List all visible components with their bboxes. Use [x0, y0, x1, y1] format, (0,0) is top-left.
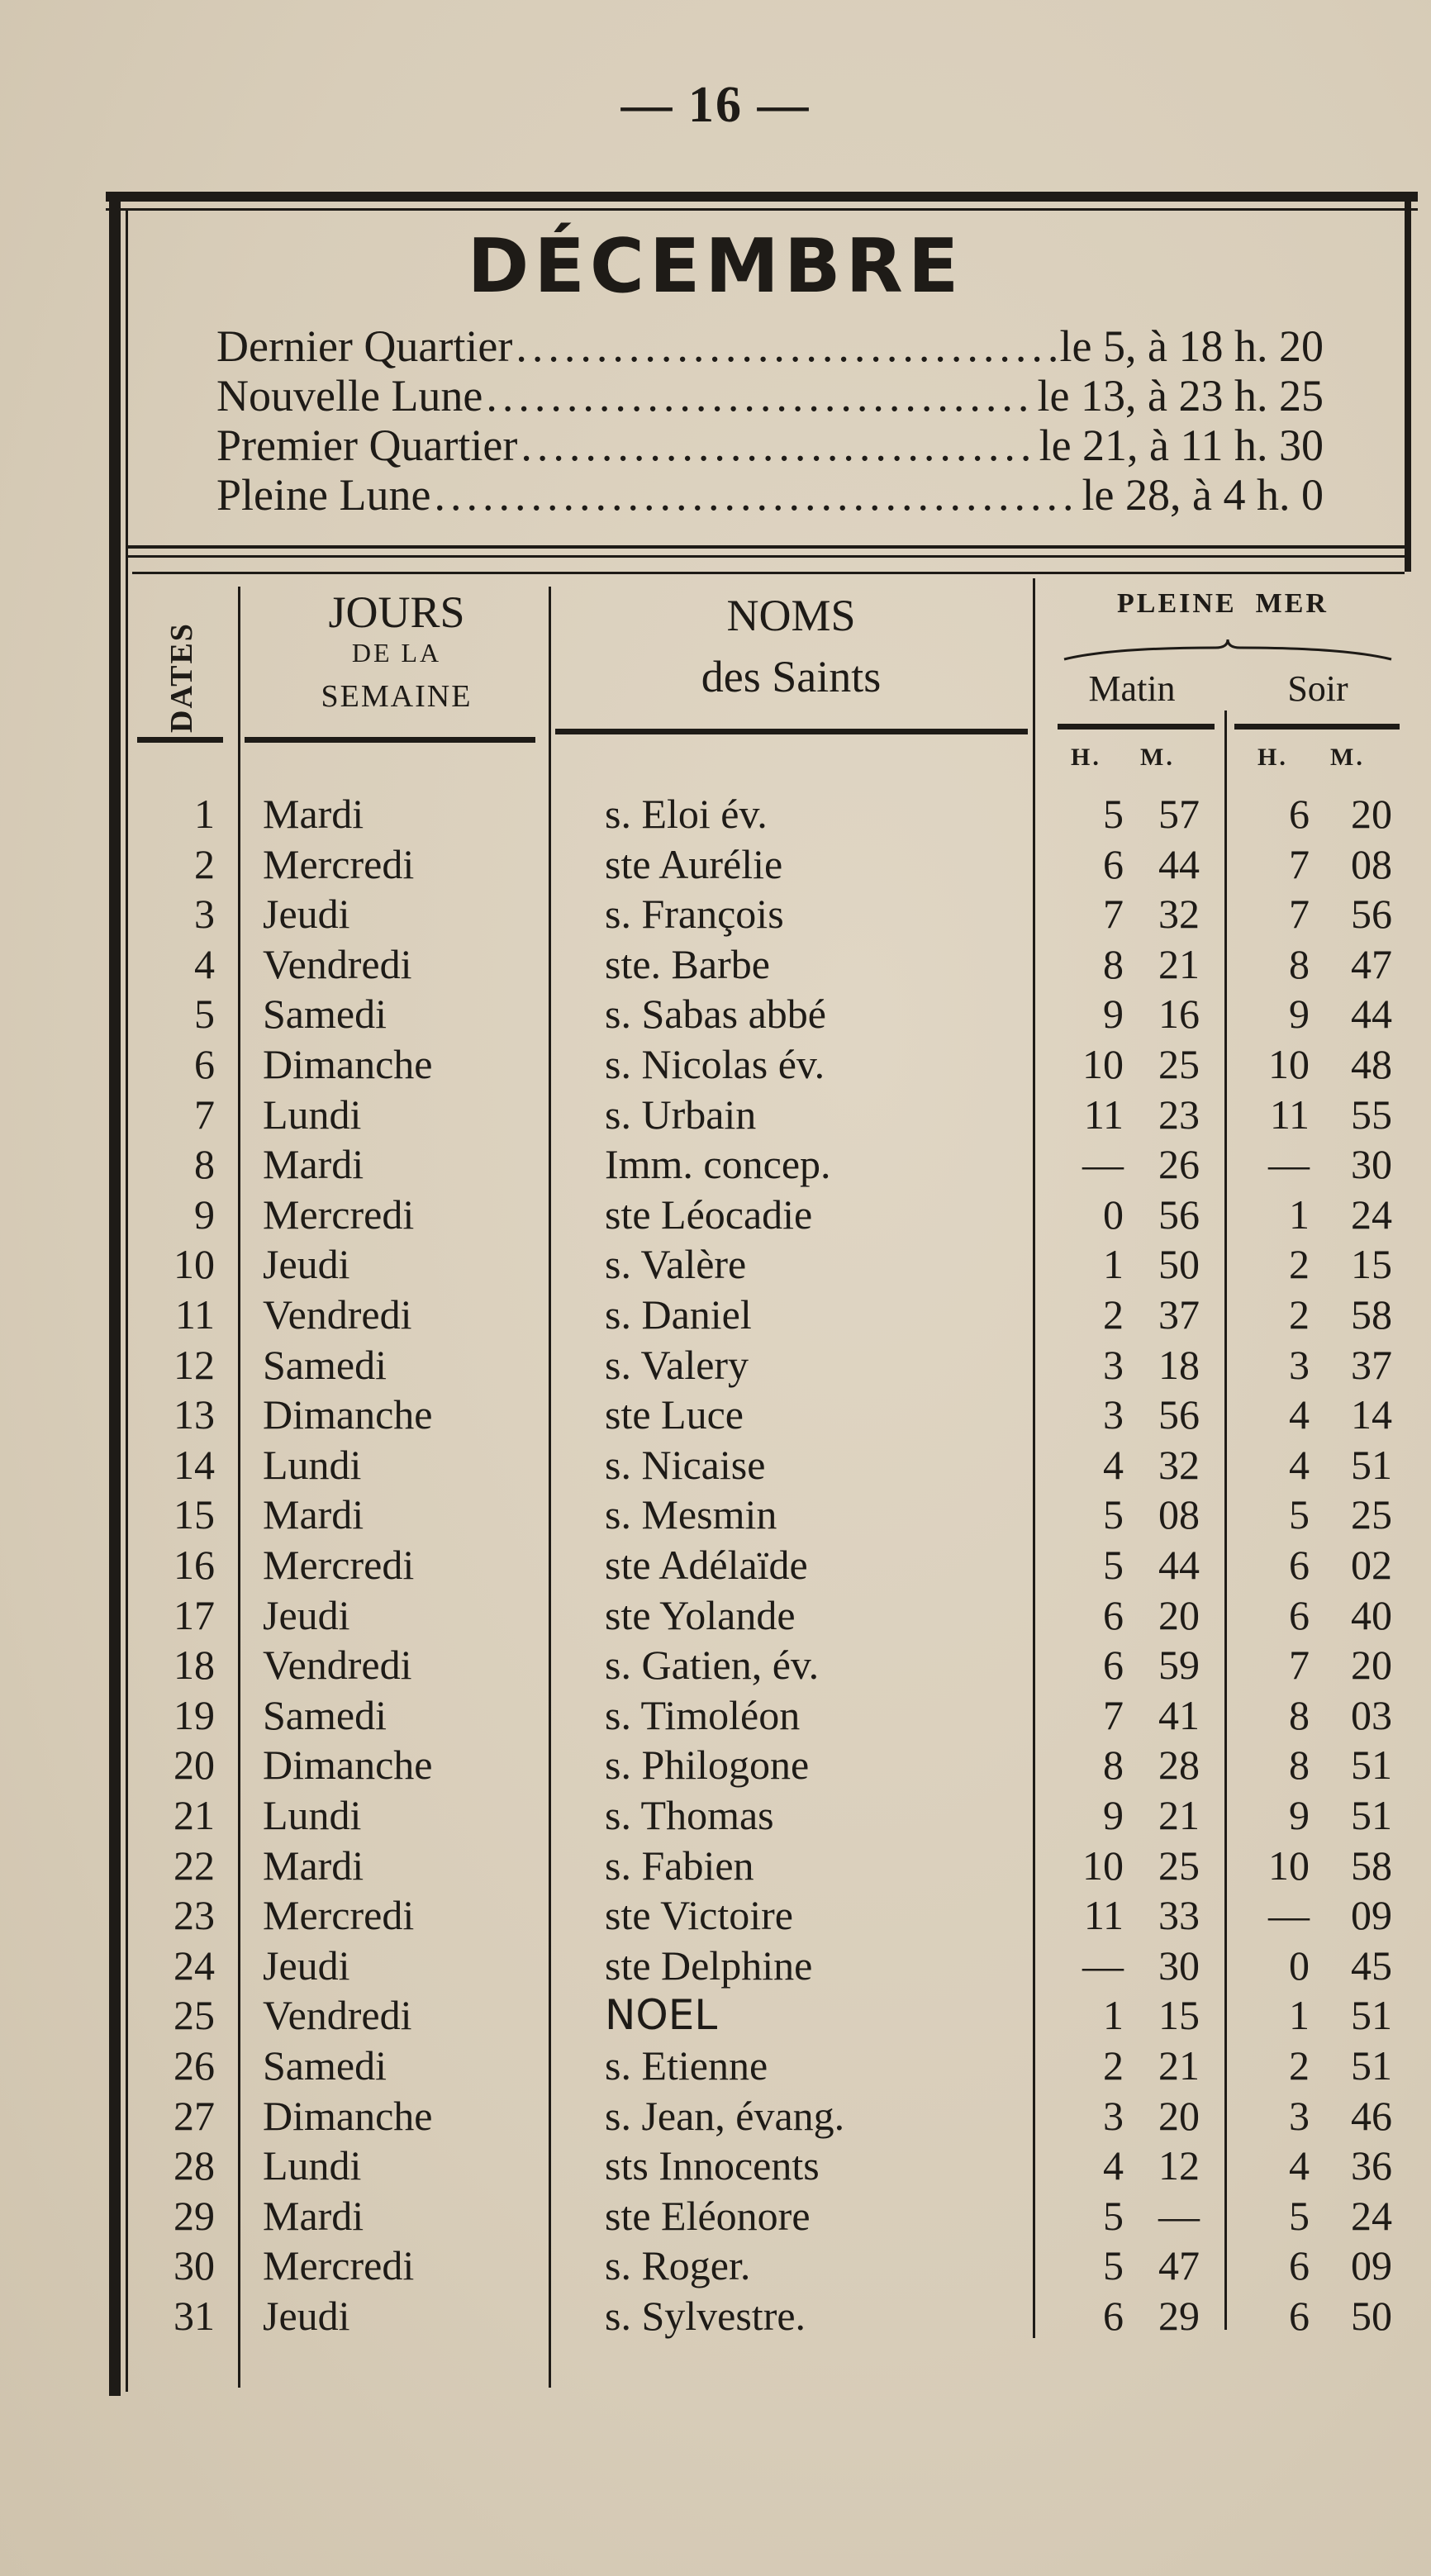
evening-tide-minute: 56	[1351, 891, 1392, 938]
evening-tide-minute: 51	[1351, 1992, 1392, 2039]
header-pleine-mer: PLEINE MER	[1117, 588, 1329, 619]
header-matin: Matin	[1088, 668, 1176, 709]
evening-tide-minute: 47	[1351, 940, 1392, 987]
morning-tide-minute: 26	[1158, 1141, 1200, 1188]
evening-tide-minute: 46	[1351, 2092, 1392, 2139]
dot-leader	[516, 321, 1056, 372]
morning-tide-minute: 33	[1158, 1892, 1200, 1939]
morning-tide-minute: —	[1158, 2192, 1200, 2239]
weekday-cell: Mardi	[263, 1491, 364, 1538]
evening-tide-hour: 2	[1289, 1241, 1310, 1288]
morning-tide-minute: 32	[1158, 891, 1200, 938]
evening-tide-minute: 14	[1351, 1391, 1392, 1438]
evening-tide-minute: 58	[1351, 1842, 1392, 1889]
moon-phase-date: le 21, à 11 h. 30	[1039, 421, 1324, 470]
evening-tide-minute: 51	[1351, 1441, 1392, 1488]
weekday-cell: Mercredi	[263, 840, 415, 887]
morning-tide-minute: 37	[1158, 1291, 1200, 1338]
evening-tide-hour: 9	[1289, 991, 1310, 1038]
table-row	[0, 1890, 1431, 1940]
saint-cell: ste Léocadie	[605, 1191, 813, 1238]
morning-tide-hour: —	[1082, 1141, 1124, 1188]
morning-tide-minute: 56	[1158, 1191, 1200, 1238]
weekday-cell: Jeudi	[263, 1241, 350, 1288]
evening-tide-minute: 55	[1351, 1091, 1392, 1138]
moon-phase-row	[216, 420, 1324, 470]
header-soir: Soir	[1287, 668, 1348, 709]
evening-tide-hour: 8	[1289, 1742, 1310, 1789]
morning-tide-minute: 50	[1158, 1241, 1200, 1288]
evening-tide-hour: 5	[1289, 1491, 1310, 1538]
morning-tide-hour: 5	[1103, 1542, 1124, 1588]
morning-tide-hour: 0	[1103, 1191, 1124, 1238]
evening-tide-hour: 0	[1289, 1942, 1310, 1989]
morning-tide-hour: 2	[1103, 1291, 1124, 1338]
morning-tide-minute: 41	[1158, 1691, 1200, 1738]
morning-tide-hour: 8	[1103, 1742, 1124, 1789]
morning-tide-hour: —	[1082, 1942, 1124, 1989]
weekday-cell: Dimanche	[263, 1391, 433, 1438]
saint-cell: sts Innocents	[605, 2142, 820, 2189]
morning-tide-hour: 6	[1103, 1642, 1124, 1689]
header-hours-matin: H.	[1071, 744, 1101, 771]
weekday-cell: Lundi	[263, 1792, 362, 1838]
evening-tide-hour: 4	[1289, 1441, 1310, 1488]
evening-tide-minute: 48	[1351, 1041, 1392, 1087]
date-cell: 5	[194, 991, 215, 1038]
dot-leader	[521, 420, 1035, 471]
morning-tide-hour: 8	[1103, 940, 1124, 987]
date-cell: 10	[174, 1241, 215, 1288]
morning-tide-hour: 10	[1082, 1041, 1124, 1087]
evening-tide-minute: 02	[1351, 1542, 1392, 1588]
saint-cell: s. Nicaise	[605, 1441, 766, 1488]
evening-tide-minute: 20	[1351, 791, 1392, 837]
page-number: — 16 —	[620, 77, 811, 133]
header-noms-sub: des Saints	[701, 652, 882, 701]
date-cell: 20	[174, 1742, 215, 1789]
evening-tide-minute: 50	[1351, 2293, 1392, 2339]
saint-cell: s. Eloi év.	[605, 791, 768, 837]
morning-tide-minute: 28	[1158, 1742, 1200, 1789]
date-cell: 11	[174, 1291, 215, 1338]
moon-phase-name: Dernier Quartier	[216, 321, 513, 371]
weekday-cell: Mercredi	[263, 1892, 415, 1939]
date-cell: 15	[174, 1491, 215, 1538]
moon-phase-row	[216, 370, 1324, 421]
date-cell: 1	[194, 791, 215, 837]
table-row	[0, 2291, 1431, 2341]
saint-cell: s. Mesmin	[605, 1491, 777, 1538]
evening-tide-hour: 6	[1289, 791, 1310, 837]
evening-tide-minute: 03	[1351, 1691, 1392, 1738]
weekday-cell: Mardi	[263, 2192, 364, 2239]
header-minutes-soir: M.	[1330, 744, 1365, 771]
header-underline	[1234, 724, 1400, 730]
table-row	[0, 1841, 1431, 1890]
evening-tide-minute: 51	[1351, 1742, 1392, 1789]
saint-cell: s. Roger.	[605, 2242, 751, 2289]
table-row	[0, 1039, 1431, 1089]
evening-tide-hour: 7	[1289, 840, 1310, 887]
evening-tide-hour: 2	[1289, 1291, 1310, 1338]
table-row	[0, 939, 1431, 989]
dot-leader	[486, 370, 1034, 421]
date-cell: 2	[194, 840, 215, 887]
morning-tide-minute: 47	[1158, 2242, 1200, 2289]
dot-leader	[434, 469, 1078, 520]
morning-tide-hour: 1	[1103, 1241, 1124, 1288]
saint-cell: Imm. concep.	[605, 1141, 831, 1188]
evening-tide-minute: 40	[1351, 1591, 1392, 1638]
header-noms: NOMS	[726, 591, 856, 640]
table-row	[0, 1990, 1431, 2040]
saint-cell: s. Valère	[605, 1241, 747, 1288]
evening-tide-minute: 58	[1351, 1291, 1392, 1338]
morning-tide-hour: 6	[1103, 840, 1124, 887]
table-row	[0, 839, 1431, 889]
evening-tide-hour: 10	[1268, 1041, 1310, 1087]
morning-tide-hour: 10	[1082, 1842, 1124, 1889]
weekday-cell: Vendredi	[263, 1642, 412, 1689]
saint-cell: s. François	[605, 891, 784, 938]
morning-tide-hour: 7	[1103, 1691, 1124, 1738]
date-cell: 6	[194, 1041, 215, 1087]
weekday-cell: Samedi	[263, 2042, 387, 2089]
weekday-cell: Dimanche	[263, 2092, 433, 2139]
saint-cell: s. Sabas abbé	[605, 991, 826, 1038]
saint-cell: ste Luce	[605, 1391, 744, 1438]
evening-tide-minute: 09	[1351, 2242, 1392, 2289]
table-row	[0, 989, 1431, 1038]
weekday-cell: Dimanche	[263, 1041, 433, 1087]
table-row	[0, 2041, 1431, 2090]
morning-tide-hour: 5	[1103, 791, 1124, 837]
date-cell: 25	[174, 1992, 215, 2039]
evening-tide-minute: 51	[1351, 1792, 1392, 1838]
header-minutes-matin: M.	[1140, 744, 1175, 771]
saint-cell: ste Aurélie	[605, 840, 783, 887]
evening-tide-minute: 25	[1351, 1491, 1392, 1538]
morning-tide-hour: 2	[1103, 2042, 1124, 2089]
morning-tide-hour: 9	[1103, 991, 1124, 1038]
evening-tide-minute: 36	[1351, 2142, 1392, 2189]
weekday-cell: Samedi	[263, 991, 387, 1038]
morning-tide-hour: 5	[1103, 2242, 1124, 2289]
saint-cell: s. Sylvestre.	[605, 2293, 806, 2339]
date-cell: 8	[194, 1141, 215, 1188]
table-top-rule	[132, 572, 1405, 574]
date-cell: 13	[174, 1391, 215, 1438]
header-jours-sub: SEMAINE	[321, 679, 473, 714]
saint-cell: ste Eléonore	[605, 2192, 811, 2239]
date-cell: 27	[174, 2092, 215, 2139]
weekday-cell: Mercredi	[263, 1542, 415, 1588]
month-title: DÉCEMBRE	[467, 223, 964, 310]
weekday-cell: Mardi	[263, 1141, 364, 1188]
evening-tide-hour: 4	[1289, 2142, 1310, 2189]
frame-top-rule	[106, 192, 1418, 202]
table-row	[0, 1139, 1431, 1189]
evening-tide-minute: 24	[1351, 2192, 1392, 2239]
section-divider	[126, 545, 1406, 549]
evening-tide-minute: 30	[1351, 1141, 1392, 1188]
table-row	[0, 1390, 1431, 1439]
date-cell: 24	[174, 1942, 215, 1989]
morning-tide-minute: 08	[1158, 1491, 1200, 1538]
table-row	[0, 2141, 1431, 2190]
moon-phase-row	[216, 321, 1324, 371]
morning-tide-minute: 18	[1158, 1341, 1200, 1388]
weekday-cell: Samedi	[263, 1341, 387, 1388]
table-row	[0, 1340, 1431, 1390]
evening-tide-hour: 7	[1289, 891, 1310, 938]
saint-cell: ste Adélaïde	[605, 1542, 808, 1588]
evening-tide-minute: 37	[1351, 1341, 1392, 1388]
table-row	[0, 1490, 1431, 1539]
section-divider	[126, 555, 1406, 558]
morning-tide-minute: 21	[1158, 1792, 1200, 1838]
date-cell: 4	[194, 940, 215, 987]
evening-tide-minute: 08	[1351, 840, 1392, 887]
saint-cell: s. Thomas	[605, 1792, 774, 1838]
header-underline	[1058, 724, 1215, 730]
morning-tide-minute: 20	[1158, 2092, 1200, 2139]
morning-tide-hour: 3	[1103, 1391, 1124, 1438]
evening-tide-hour: 1	[1289, 1191, 1310, 1238]
evening-tide-minute: 09	[1351, 1892, 1392, 1939]
morning-tide-minute: 12	[1158, 2142, 1200, 2189]
weekday-cell: Jeudi	[263, 891, 350, 938]
table-row	[0, 2191, 1431, 2241]
table-row	[0, 1540, 1431, 1590]
morning-tide-minute: 25	[1158, 1041, 1200, 1087]
brace-ornament	[1063, 638, 1393, 663]
evening-tide-minute: 20	[1351, 1642, 1392, 1689]
date-cell: 28	[174, 2142, 215, 2189]
morning-tide-minute: 30	[1158, 1942, 1200, 1989]
header-hours-soir: H.	[1257, 744, 1288, 771]
saint-cell: ste. Barbe	[605, 940, 770, 987]
evening-tide-hour: 8	[1289, 1691, 1310, 1738]
weekday-cell: Vendredi	[263, 1992, 412, 2039]
weekday-cell: Vendredi	[263, 1291, 412, 1338]
evening-tide-hour: 8	[1289, 940, 1310, 987]
date-cell: 30	[174, 2242, 215, 2289]
saint-cell: s. Nicolas év.	[605, 1041, 825, 1087]
morning-tide-minute: 21	[1158, 940, 1200, 987]
moon-phase-date: le 28, à 4 h. 0	[1082, 470, 1324, 520]
weekday-cell: Lundi	[263, 1091, 362, 1138]
moon-phase-name: Premier Quartier	[216, 421, 518, 470]
weekday-cell: Mardi	[263, 791, 364, 837]
table-row	[0, 789, 1431, 839]
morning-tide-minute: 44	[1158, 840, 1200, 887]
weekday-cell: Jeudi	[263, 2293, 350, 2339]
date-cell: 19	[174, 1691, 215, 1738]
evening-tide-hour: 1	[1289, 1992, 1310, 2039]
evening-tide-hour: 11	[1269, 1091, 1310, 1138]
date-cell: 21	[174, 1792, 215, 1838]
header-dates: DATES	[164, 622, 199, 733]
table-row	[0, 1440, 1431, 1490]
moon-phase-name: Nouvelle Lune	[216, 371, 483, 421]
evening-tide-hour: —	[1268, 1892, 1310, 1939]
date-cell: 3	[194, 891, 215, 938]
table-row	[0, 1290, 1431, 1339]
saint-cell: ste Yolande	[605, 1591, 796, 1638]
evening-tide-hour: 7	[1289, 1642, 1310, 1689]
morning-tide-hour: 7	[1103, 891, 1124, 938]
weekday-cell: Mercredi	[263, 2242, 415, 2289]
morning-tide-hour: 5	[1103, 2192, 1124, 2239]
date-cell: 31	[174, 2293, 215, 2339]
table-row	[0, 889, 1431, 939]
table-row	[0, 1640, 1431, 1690]
table-row	[0, 1190, 1431, 1239]
date-cell: 18	[174, 1642, 215, 1689]
morning-tide-minute: 29	[1158, 2293, 1200, 2339]
morning-tide-hour: 11	[1083, 1091, 1124, 1138]
evening-tide-hour: 10	[1268, 1842, 1310, 1889]
evening-tide-hour: 5	[1289, 2192, 1310, 2239]
morning-tide-hour: 1	[1103, 1992, 1124, 2039]
morning-tide-minute: 25	[1158, 1842, 1200, 1889]
table-row	[0, 1690, 1431, 1740]
morning-tide-hour: 3	[1103, 1341, 1124, 1388]
morning-tide-hour: 6	[1103, 2293, 1124, 2339]
header-underline	[555, 729, 1028, 734]
date-cell: 12	[174, 1341, 215, 1388]
morning-tide-hour: 3	[1103, 2092, 1124, 2139]
morning-tide-minute: 59	[1158, 1642, 1200, 1689]
morning-tide-minute: 21	[1158, 2042, 1200, 2089]
saint-cell: s. Gatien, év.	[605, 1642, 820, 1689]
morning-tide-minute: 23	[1158, 1091, 1200, 1138]
weekday-cell: Jeudi	[263, 1591, 350, 1638]
morning-tide-hour: 6	[1103, 1591, 1124, 1638]
evening-tide-minute: 45	[1351, 1942, 1392, 1989]
moon-phase-row	[216, 469, 1324, 520]
saint-cell: s. Timoléon	[605, 1691, 801, 1738]
morning-tide-minute: 15	[1158, 1992, 1200, 2039]
header-jours-sub: DE LA	[351, 638, 442, 668]
table-row	[0, 1239, 1431, 1289]
morning-tide-minute: 44	[1158, 1542, 1200, 1588]
date-cell: 22	[174, 1842, 215, 1889]
moon-phase-date: le 5, à 18 h. 20	[1059, 321, 1324, 371]
morning-tide-minute: 57	[1158, 791, 1200, 837]
saint-cell: s. Fabien	[605, 1842, 754, 1889]
evening-tide-hour: 4	[1289, 1391, 1310, 1438]
morning-tide-hour: 5	[1103, 1491, 1124, 1538]
saint-cell: ste Delphine	[605, 1942, 813, 1989]
table-row	[0, 1790, 1431, 1840]
evening-tide-hour: 9	[1289, 1792, 1310, 1838]
frame-top-rule-thin	[106, 208, 1418, 211]
table-row	[0, 2241, 1431, 2290]
morning-tide-minute: 16	[1158, 991, 1200, 1038]
evening-tide-minute: 44	[1351, 991, 1392, 1038]
table-row	[0, 1941, 1431, 1990]
morning-tide-hour: 4	[1103, 2142, 1124, 2189]
table-row	[0, 2091, 1431, 2141]
weekday-cell: Jeudi	[263, 1942, 350, 1989]
morning-tide-minute: 56	[1158, 1391, 1200, 1438]
evening-tide-hour: 6	[1289, 2293, 1310, 2339]
saint-cell: s. Valery	[605, 1341, 749, 1388]
saint-cell: s. Urbain	[605, 1091, 757, 1138]
morning-tide-hour: 4	[1103, 1441, 1124, 1488]
weekday-cell: Lundi	[263, 2142, 362, 2189]
header-underline	[245, 737, 535, 743]
evening-tide-minute: 15	[1351, 1241, 1392, 1288]
date-cell: 17	[174, 1591, 215, 1638]
evening-tide-hour: —	[1268, 1141, 1310, 1188]
evening-tide-hour: 6	[1289, 1542, 1310, 1588]
saint-cell: s. Daniel	[605, 1291, 752, 1338]
saint-cell: s. Jean, évang.	[605, 2092, 845, 2139]
weekday-cell: Dimanche	[263, 1742, 433, 1789]
weekday-cell: Mercredi	[263, 1191, 415, 1238]
date-cell: 9	[194, 1191, 215, 1238]
date-cell: 26	[174, 2042, 215, 2089]
evening-tide-hour: 2	[1289, 2042, 1310, 2089]
evening-tide-hour: 6	[1289, 2242, 1310, 2289]
weekday-cell: Lundi	[263, 1441, 362, 1488]
date-cell: 14	[174, 1441, 215, 1488]
evening-tide-hour: 3	[1289, 2092, 1310, 2139]
evening-tide-minute: 24	[1351, 1191, 1392, 1238]
weekday-cell: Mardi	[263, 1842, 364, 1889]
morning-tide-minute: 32	[1158, 1441, 1200, 1488]
weekday-cell: Vendredi	[263, 940, 412, 987]
morning-tide-hour: 9	[1103, 1792, 1124, 1838]
morning-tide-hour: 11	[1083, 1892, 1124, 1939]
evening-tide-hour: 6	[1289, 1591, 1310, 1638]
date-cell: 29	[174, 2192, 215, 2239]
saint-cell: ste Victoire	[605, 1892, 793, 1939]
saint-cell: s. Philogone	[605, 1742, 810, 1789]
table-row	[0, 1590, 1431, 1640]
evening-tide-minute: 51	[1351, 2042, 1392, 2089]
saint-cell: s. Etienne	[605, 2042, 768, 2089]
weekday-cell: Samedi	[263, 1691, 387, 1738]
moon-phase-date: le 13, à 23 h. 25	[1037, 371, 1324, 421]
header-jours: JOURS	[328, 587, 465, 637]
table-row	[0, 1090, 1431, 1139]
saint-cell: NOEL	[605, 1991, 718, 2040]
morning-tide-minute: 20	[1158, 1591, 1200, 1638]
header-underline	[137, 737, 223, 743]
date-cell: 16	[174, 1542, 215, 1588]
date-cell: 7	[194, 1091, 215, 1138]
evening-tide-hour: 3	[1289, 1341, 1310, 1388]
table-row	[0, 1740, 1431, 1789]
date-cell: 23	[174, 1892, 215, 1939]
moon-phase-name: Pleine Lune	[216, 470, 431, 520]
